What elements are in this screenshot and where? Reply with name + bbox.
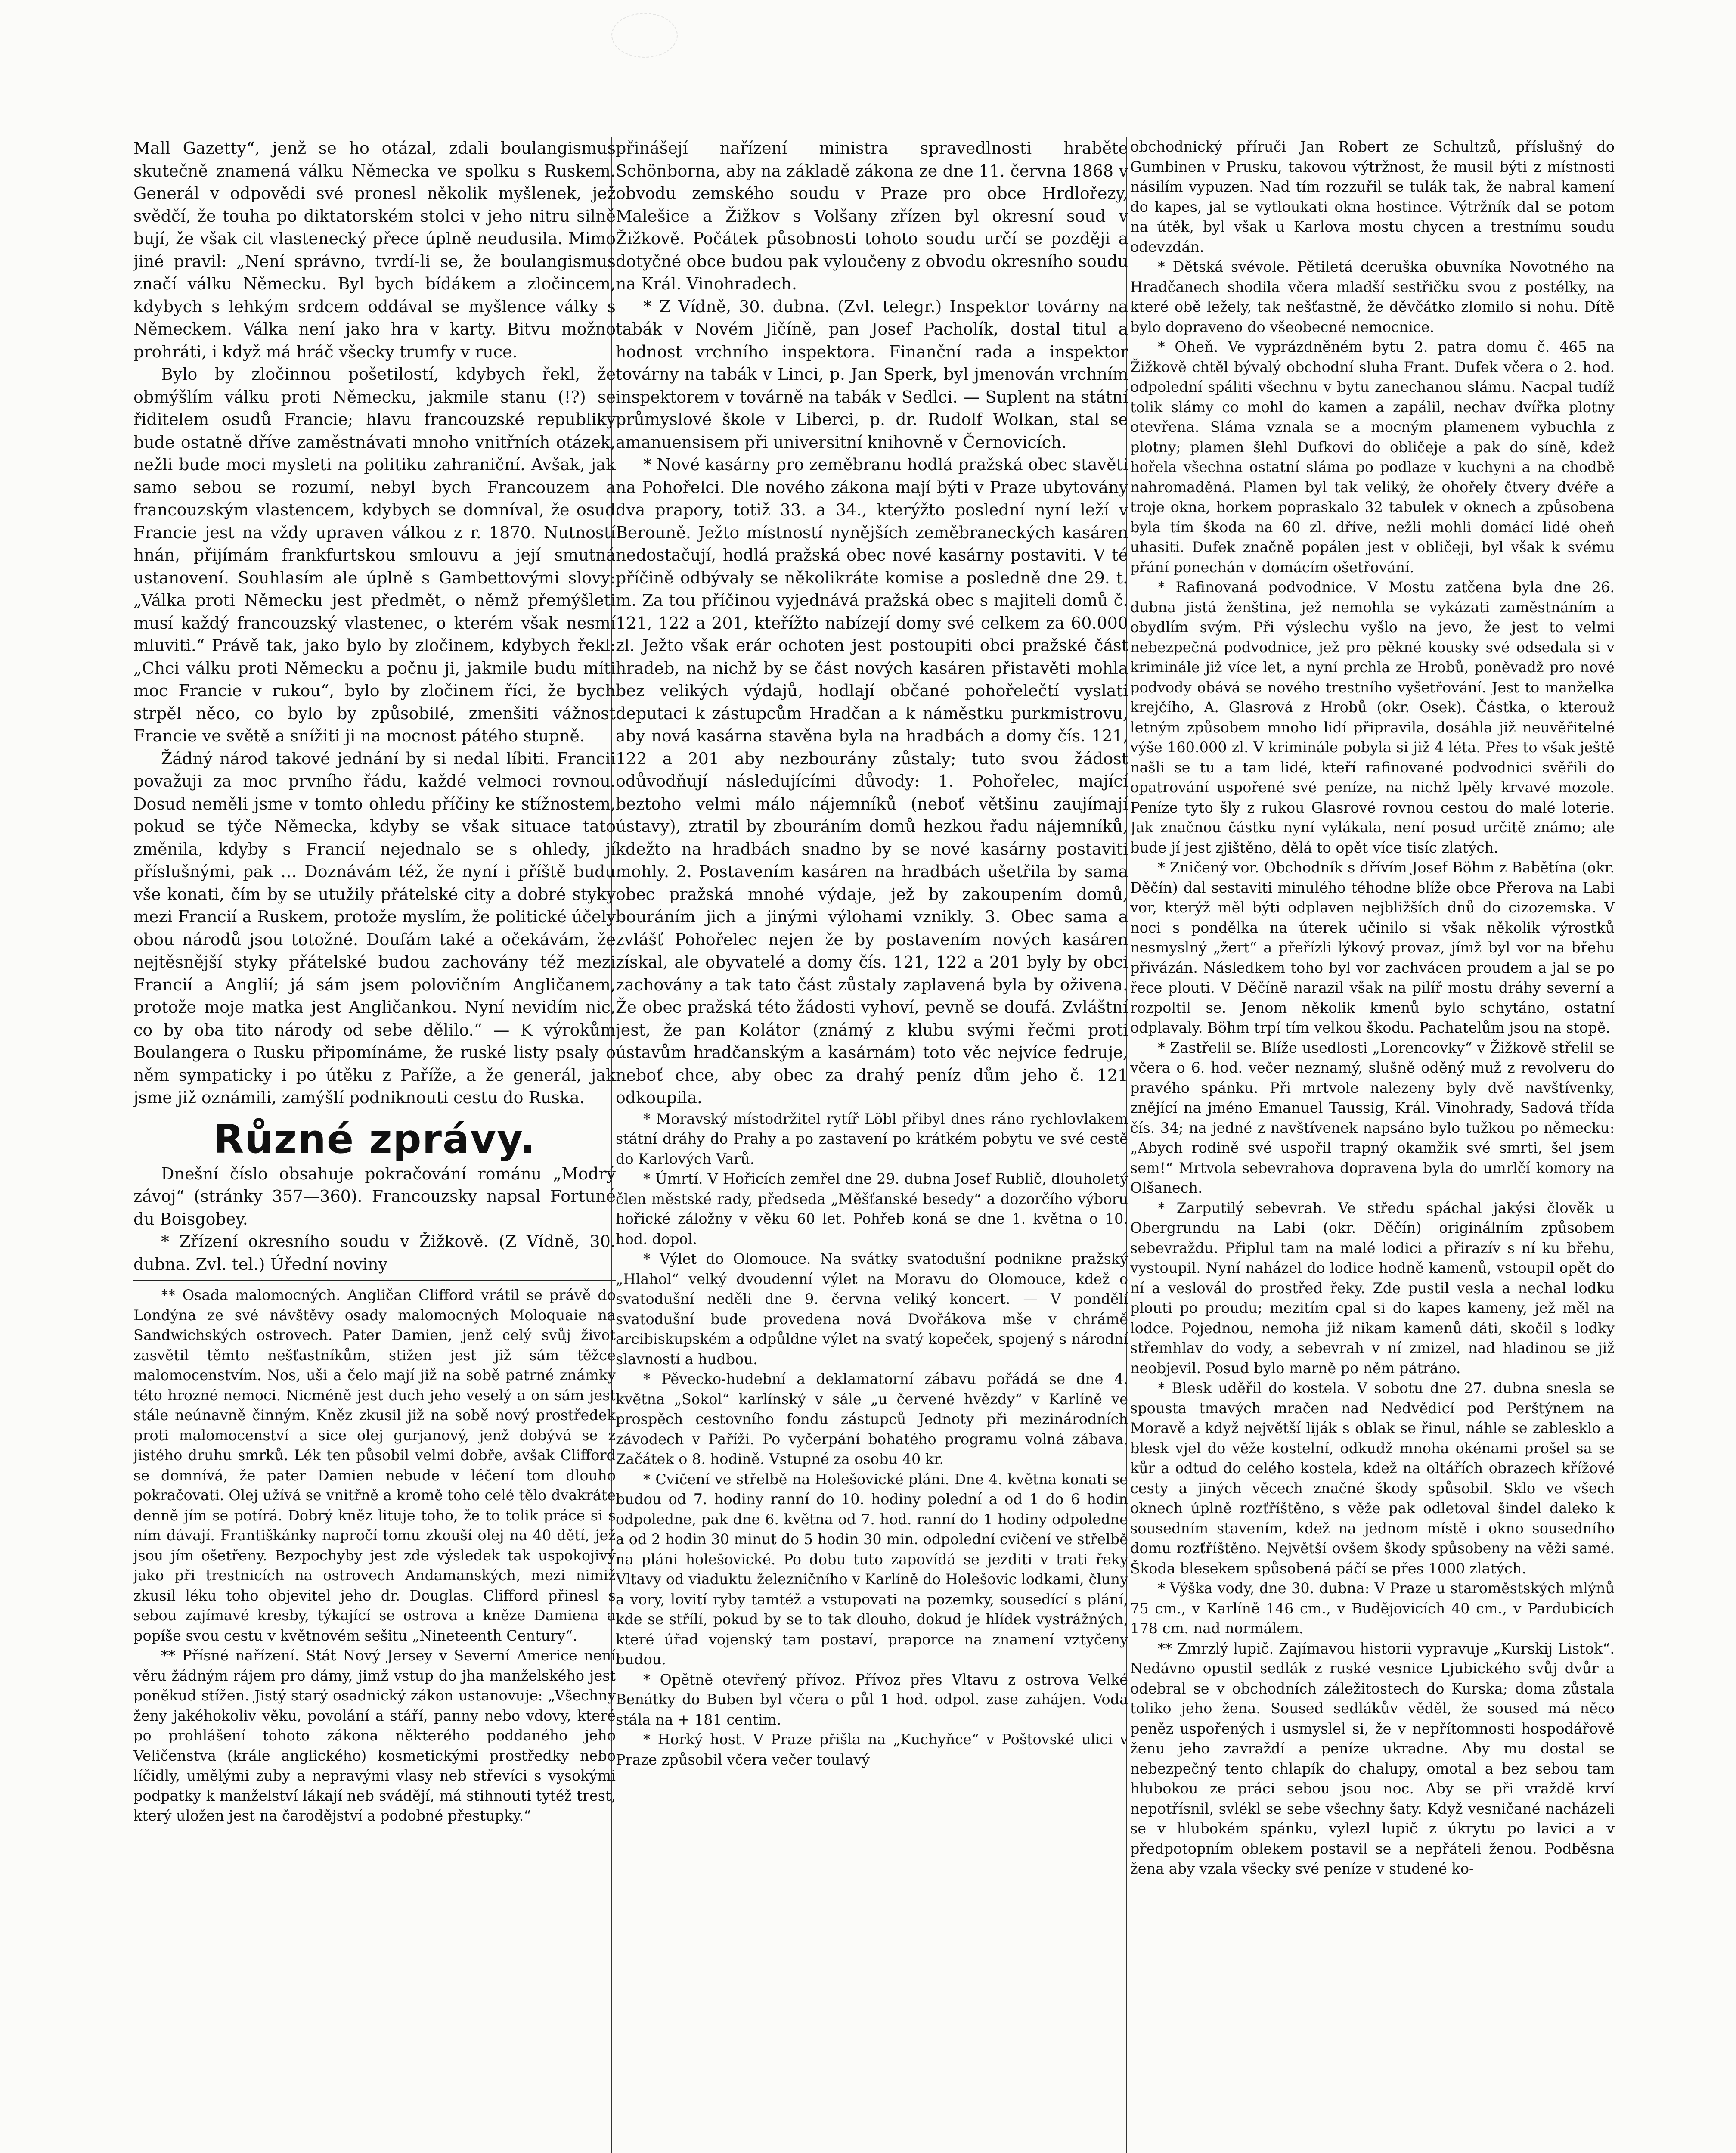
library-stamp xyxy=(611,13,678,58)
news-raft: * Zničený vor. Obchodník s dřívím Josef Böhm z Babětína (okr. Děčín) dal sestaviti minulého téhodne blíže obce Přerova na Labi vor, kterýž měl býti odplaven nejbližších dnů do cizozemska. V noci s pondělka na úterek učinilo si však několik výrostků nesmyslný „žert“ a přeřízli lýkový provaz, jímž byl vor na břehu přivázán. Následkem toho byl vor zachvácen proudem a jal se po řece plouti. V Děčíně narazil však na pilíř mostu dráhy severní a rozpoltil se. Jenom několik kmenů bylo schytáno, ostatní odplavaly. Böhm trpí tím velkou škodu. Pachatelům jsou na stopě. xyxy=(1130,859,1615,1036)
news-barracks: * Nové kasárny pro zeměbranu hodlá pražská obec stavěti na Pohořelci. Dle nového zákona mají býti v Praze ubytovány dva prapory, totiž 33. a 34., kterýžto poslední nyní leží v Berouně. Ježto místností nynějších zeměbraneckých kasáren nedostačují, hodlá pražská obec nové kasárny postaviti. V té příčině odbývaly se několikráte komise a posledně dne 29. t. m. Za tou příčinou vyjednává pražská obec s majiteli domů č. 121, 122 a 201, kteřížto nabízejí domy své celkem za 60.000 zl. Ježto však erár ochoten jest postoupiti obci pražské část hradeb, na nichž by se část nových kasáren přistavěti mohla bez velikých výdajů, hodlají občané pohořelečtí vyslati deputaci k zástupcům Hradčan a k náměstku purkmistrovu, aby nová kasárna stavěna byla na hradbách a domy čís. 121, 122 a 201 aby nezbourány zůstaly; tuto svou žádost odůvodňují následujícími důvody: 1. Pohořelec, mající beztoho velmi málo nájemníků (neboť většinu zaujímají ústavy), ztratil by zbouráním domů hezkou řadu nájemníků, kdežto na hradbách snadno by se nové kasárny postaviti mohly. 2. Postavením kasáren na hradbách ušetřila by sama obec pražská mnohé výdaje, jež by zakoupením domů, bouráním jich a jinými výlohami vznikly. 3. Obec sama a zvlášť Pohořelec nejen že by postavením nových kasáren získal, ale obyvatelé a domy čís. 121, 122 a 201 byly by obci zachovány a tak tato část zůstaly zaplavená byla by oživena. Že obec pražská této žádosti vyhoví, pevně se doufá. Zvláštní jest, že pan Kolátor (známý z klubu svými řečmi proti ústavům hradčanským a kasárnám) toto věc nejvíce fedruje, neboť chce, aby obec za drahý peníz dům jeho č. 121 odkoupila. xyxy=(616,455,1128,1107)
news-ferry: * Opětně otevřený přívoz. Přívoz přes Vltavu z ostrova Velké Benátky do Buben byl včera o půl 1 hod. odpol. zase zahájen. Voda stála na + 181 centim. xyxy=(616,1671,1128,1728)
news-court-cont: přinášejí nařízení ministra spravedlnosti hraběte Schönborna, aby na základě zákona ze dne 11. června 1868 v obvodu zemského soudu v Praze pro obce Hrdlořezy, Malešice a Žižkov s Volšany zřízen byl okresní soud v Žižkově. Počátek působnosti tohoto soudu určí se později a dotyčné obce budou pak vyloučeny z obvodu okresního soudu na Král. Vinohradech. xyxy=(616,139,1128,293)
article-boulanger-end: Žádný národ takové jednání by si nedal líbiti. Francii považuji za moc prvního řádu, každé velmoci rovnou. Dosud neměli jsme v tomto ohledu příčiny ke stížnostem, pokud se týče Německa, kdyby se však situace tato změnila, kdyby s Francií nejednalo se s ohledy, jí příslušnými, pak … Doznávám též, že nyní i příště budu vše konati, čím by se utužily přátelské city a dobré styky mezi Francií a Ruskem, protože myslím, že politické účely obou národů jsou totožné. Doufám také a očekávám, že nejtěsnější styky přátelské budou zachovány též mezi Francií a Anglií; já sám jsem polovičním Angličanem, protože moje matka jest Angličankou. Nyní nevidím nic, co by oba tito národy od sebe dělilo.“ — K výrokům Boulangera o Rusku připomínáme, že ruské listy psaly o něm sympaticky i po útěku z Paříže, a že generál, jak jsme již oznámili, zamýšlí podniknouti cestu do Ruska. xyxy=(133,749,616,1107)
article-boulanger-cont: Bylo by zločinnou pošetilostí, kdybych řekl, že obmýšlím válku proti Německu, jakmile stanu (!?) se řiditelem osudů Francie; hlavu francouzské republiky bude ostatně dříve zaměstnávati mnoho vnitřních otázek, nežli bude moci mysleti na politiku zahraniční. Avšak, jak samo sebou se rozumí, nebyl bych Francouzem a francouzským vlastencem, kdybych se domníval, že osud Francie jest na vždy upraven válkou z r. 1870. Nutností hnán, přijímám frankfurtskou smlouvu a její smutná ustanovení. Souhlasím ale úplně s Gambettovými slovy: „Válka proti Německu jest předmět, o němž přemýšleti musí každý francouzský vlastenec, o kterém však nesmí mluviti.“ Právě tak, jako bylo by zločinem, kdybych řekl: „Chci válku proti Německu a počnu ji, jakmile budu míti moc Francie v rukou“, bylo by zločinem říci, že bych strpěl něco, co bylo by způsobilé, zmenšiti vážnost Francie ve světě a snížiti ji na mocnost pátého stupně. xyxy=(133,365,616,745)
news-robert: obchodnický příruči Jan Robert ze Schultzů, příslušný do Gumbinen v Prusku, takovou výtržnost, že musil býti z místnosti násilím vypuzen. Nad tím rozzuřil se tulák tak, že nabral kamení do kapes, jal se vytloukati okna hostince. Výtržník dal se potom na útěk, byl však u Karlova mostu chycen a trestnímu soudu odevzdán. xyxy=(1130,138,1615,255)
news-suicide-2: * Zarputilý sebevrah. Ve středu spáchal jakýsi člověk u Obergrundu na Labi (okr. Děčín) originálním způsobem sebevraždu. Připlul tam na malé lodici a přirazív s ní ku břehu, vystoupil. Nyní naházel do lodice hodně kamenů, vstoupil opět do ní a veslovál do prostřed řeky. Zde pustil vesla a nechal lodku plouti po proudu; mezitím cpal si do kapes kameny, jež měl na lodce. Pojednou, nemoha již nikam kamenů dáti, skočil s lodky střemhlav do vody, a sebevrah v ní zmizel, nad hladinou se již neobjevil. Posud bylo marně po něm pátráno. xyxy=(1130,1199,1615,1377)
section-divider xyxy=(133,1280,616,1281)
column-2 xyxy=(616,137,1128,2153)
news-lobl: * Moravský místodržitel rytíř Löbl přibyl dnes ráno rychlovlakem státní dráhy do Prahy a po zastavení po krátkém pobytu ve své cestě do Karlových Varů. xyxy=(616,1110,1128,1167)
news-fire: * Oheň. Ve vyprázdněném bytu 2. patra domu č. 465 na Žižkově chtěl bývalý obchodní sluha Frant. Dufek včera o 2. hod. odpolední spáliti všechnu v bytu zanechanou slámu. Nacpal tudíž tolik slámy co mohl do kamen a zapálil, nechav dvířka plotny otevřena. Sláma vznala se a mocným plamenem vybuchla z plotny; plamen šlehl Dufkovi do obličeje a pak do síně, kdež hořela všechna ostatní sláma po podlaze v kuchyni a na chodbě nahromaděná. Plamen byl tak veliký, že ohořely čtvery dvéře a troje okna, horkem popraskalo 32 tabulek v oknech a způsobena byla tím škoda na 60 zl. dříve, nežli mohli domácí lidé oheň uhasiti. Dufek značně popálen jest v obličeji, byl však k svému přání ponechán v domácím ošetřování. xyxy=(1130,338,1615,576)
news-new-jersey: ** Přísné nařízení. Stát Nový Jersey v Severní Americe není věru žádným rájem pro dámy, jimž vstup do jha manželského jest poněkud stížen. Jistý starý osadnický zákon ustanovuje: „Všechny ženy jakéhokoliv věku, povolání a stáří, panny nebo vdovy, které po prohlášení tohoto zákona některého poddaného jeho Veličenstva (krále anglického) kosmetickými prostředky nebo líčidly, umělými zuby a nepravými vlasy neb střevíci s vysokými podpatky k manželství lákají neb svádějí, má stihnouti tytéž trest, který uložen jest na čarodějství a podobné přestupky.“ xyxy=(133,1647,616,1824)
column-3 xyxy=(1130,137,1615,2153)
news-guest: * Horký host. V Praze přišla na „Kuchyňce“ v Poštovské ulici v Praze způsobil včera večer toulavý xyxy=(616,1731,1128,1768)
news-court-zizkov: * Zřízení okresního soudu v Žižkově. (Z Vídně, 30. dubna. Zvl. tel.) Úřední noviny xyxy=(133,1232,616,1274)
news-olomouc: * Výlet do Olomouce. Na svátky svatodušní podnikne pražský „Hlahol“ velký dvoudenní výlet na Moravu do Olomouce, kdež o svatodušní neděli dne 9. června veliký koncert. — V pondělí svatodušní bude provedena nová Dvořákova mše v chrámě arcibiskupském a odpůldne výlet na svatý kopeček, spojený s národní slavností a hudbou. xyxy=(616,1250,1128,1368)
notice-novel: Dnešní číslo obsahuje pokračování románu „Modrý závoj“ (stránky 357—360). Francouzsky napsal Fortuné du Boisgobey. xyxy=(133,1164,616,1229)
news-child: * Dětská svévole. Pětiletá dceruška obuvníka Novotného na Hradčanech shodila včera mladší sestřičku svou z postélky, na které obě ležely, tak nešťastně, že děvčátko zlomilo si nohu. Dítě bylo dopraveno do všeobecné nemocnice. xyxy=(1130,258,1615,335)
news-sokol: * Pěvecko-hudební a deklamatorní zábavu pořádá se dne 4. května „Sokol“ karlínský v sále „u červené hvězdy“ v Karlíně ve prospěch cestovního fondu zástupců Jednoty při mezinárodních závodech v Paříži. Po vyčerpání bohatého programu volná zábava. Začátek o 8. hodině. Vstupné za osobu 40 kr. xyxy=(616,1371,1128,1467)
news-shooting: * Cvičení ve střelbě na Holešovické pláni. Dne 4. května konati se budou od 7. hodiny ranní do 10. hodiny polední a od 1 do 6 hodin odpoledne, pak dne 6. května od 7. hod. ranní do 1 hodiny odpoledne a od 2 hodin 30 minut do 5 hodin 30 min. odpolední cvičení ve střelbě na pláni holešovické. Po dobu tuto zapovídá se jezditi v trati řeky Vltavy od viaduktu železničního v Karlíně do Holešovic lodkami, čluny a vory, lovití ryby tamtéž a vstupovati na pozemky, sousedící s plání, kde se střílí, pokud by se to tak dlouho, dokud je hlídek vystrážných, které úřad vojenský tam postaví, praporce na znamení vztyčeny budou. xyxy=(616,1470,1128,1668)
news-lightning: * Blesk uděřil do kostela. V sobotu dne 27. dubna snesla se spousta tmavých mračen nad Nedvědicí pod Perštýnem na Moravě a když největší liják s oblak se řinul, náhle se zablesklo a blesk vjel do věže kostelní, odkudž mnoha okénami prošel sa se kůr a odtud do celého kostela, kdež na oltářích obrazech křížové cesty a jiných věcech značné škody spůsobil. Sklo ve všech oknech úplně rozťříštěno, s věže pak odletoval šindel daleko k sousedním stavením, kdež na jednom místě i okno sousedního domu rozťříštěno. Největší ovšem škody spůsobeny na věži samé. Škoda blesekem spůsobená páčí se přes 1000 zlatých. xyxy=(1130,1380,1615,1577)
article-boulanger: Mall Gazetty“, jenž se ho otázal, zdali boulangismus skutečně znamená válku Německa ve spolku s Ruskem. Generál v odpovědi své pronesl několik myšlenek, jež svědčí, že touha po diktatorském stolci v jeho nitru silně bují, že však cit vlastenecký přece úplně neudusila. Mimo jiné pravil: „Není správno, tvrdí-li se, že boulangismus značí válku Německu. Byl bych bídákem a zločincem, kdybych s lehkým srdcem oddával se myšlence války s Německem. Válka není jako hra v karty. Bitvu možno prohráti, i když má hráč všecky trumfy v ruce. xyxy=(133,139,616,361)
section-heading: Různé zprávy. xyxy=(213,1116,536,1162)
news-lepers: ** Osada malomocných. Angličan Clifford vrátil se právě do Londýna ze své návštěvy osady malomocných Moloquaie na Sandwichských ostrovech. Pater Damien, jenž celý svůj život zasvětil těmto nešťastníkům, stižen jest již sám těžce malomocenstvím. Nos, uši a čelo mají již na sobě patrné známky této hrozné nemoci. Nicméně jest duch jeho veselý a on sám jest stále neúnavně činným. Kněz zkusil již na sobě nový prostředek proti malomocenství a sice olej gurjanový, jenž dobývá se z jistého druhu smrků. Lék ten působil velmi dobře, avšak Clifford se domnívá, že pater Damien nebude v léčení tom dlouho pokračovati. Olej užívá se vnitřně a kromě toho celé tělo dvakráte denně jím se potírá. Dobrý kněz lituje toho, že to tolik práce si s ním dávají. Františkánky napročí tomu zkouší olej na 40 dětí, jež jsou jím ošetřeny. Bezpochyby jest zde výsledek tak uspokojivý jako při trestnicích na ostrovech Andamanských, mezi nimiž zkusil léku toho objevitel jeho dr. Douglas. Clifford přinesl s sebou zajímavé kresby, týkající se ostrova a kněze Damiena a popíše svou cestu v květnovém sešitu „Nineteenth Century“. xyxy=(133,1287,616,1644)
news-water-level: * Výška vody, dne 30. dubna: V Praze u staroměstských mlýnů 75 cm., v Karlíně 146 cm., v Budějovicích 40 cm., v Pardubicích 178 cm. nad normálem. xyxy=(1130,1580,1615,1637)
news-vienna: * Z Vídně, 30. dubna. (Zvl. telegr.) Inspektor továrny na tabák v Novém Jičíně, pan Josef Pacholík, dostal titul a hodnost vrchního inspektora. Finanční rada a inspektor továrny na tabák v Linci, p. Jan Sperk, byl jmenován vrchním inspektorem v továrně na tabák v Sedlci. — Suplent na státní průmyslové škole v Liberci, p. dr. Rudolf Wolkan, stal se amanuensisem při universitní knihovně v Černovicích. xyxy=(616,297,1128,452)
column-1 xyxy=(133,137,616,2153)
news-frozen-robber: ** Zmrzlý lupič. Zajímavou historii vypravuje „Kurskij Listok“. Nedávno opustil sedlák z ruské vesnice Ljubického svůj dvůr a odebral se v obchodních záležitostech do Kurska; doma zůstala toliko jeho žena. Soused sedlákův věděl, že soused má něco peněz uspořených i usmyslel si, že v nepřítomnosti hospodářově ženu jeho zavraždí a peníze ukradne. Aby mu dostal se nebezpečný tento chlapík do chalupy, omotal a bez sebou tam hlubokou ze práci sebou jsou noc. Aby se při vraždě krví nepotřísnil, svlékl se sebe všechny šaty. Když vesničané nacházeli se v hlubokém spánku, vylezl lupič z úkrytu po lavici a v předpotopním oblekem postavil se a nepřáteli ženou. Podběsna žena aby vzala všecky své peníze v studené ko- xyxy=(1130,1640,1615,1877)
news-fraud: * Rafinovaná podvodnice. V Mostu zatčena byla dne 26. dubna jistá ženština, jež nemohla se vykázati zaměstnáním a obydlím svým. Při výslechu vyšlo na jevo, že jest to velmi nebezpečná podvodnice, jež pro pěkné kousky své odsedala si v kriminále již více let, a nyní prchla ze Hrobů, poněvadž pro nové podvody obává se nového trestního vyšetřování. Jest to manželka krejčího, A. Glasrová z Hrobů (okr. Osek). Částka, o kterouž letným způsobem mnoho lidí připravila, dosáhla již neuvěřitelné výše 160.000 zl. V kriminále pobyla si již 4 léta. Přes to však ještě našli se tu a tam lidé, kteří rafinované podvodnici svěřili do opatrování uspořené své peníze, na nichž lpěly krvavé mozole. Peníze tyto šly z rukou Glasrové rovnou cestou do malé loterie. Jak značnou částku nyní vylákala, není posud určitě známo; ale bude jí jest zjištěno, dělá to opět více tisíc zlatých. xyxy=(1130,579,1615,856)
news-death: * Úmrtí. V Hořicích zemřel dne 29. dubna Josef Rublič, dlouholetý člen městské rady, předseda „Měšťanské besedy“ a dozorčího výboru hořické záložny v věku 60 let. Pohřeb koná se dne 1. května o 10. hod. dopol. xyxy=(616,1170,1128,1247)
news-suicide: * Zastřelil se. Blíže usedlosti „Lorencovky“ v Žižkově střelil se včera o 6. hod. večer neznamý, slušně oděný muž z revolveru do pravého spánku. Při mrtvole nalezeny byly dvě navštívenky, znějící na jméno Emanuel Taussig, Král. Vinohrady, Sadová třída čís. 34; na jedné z navštívenek napsáno bylo tužkou po německu: „Abych rodině své uspořil trapný okamžik své smrti, šel jsem sem!“ Mrtvola sebevrahova dopravena byla do umrlčí komory na Olšanech. xyxy=(1130,1039,1615,1196)
